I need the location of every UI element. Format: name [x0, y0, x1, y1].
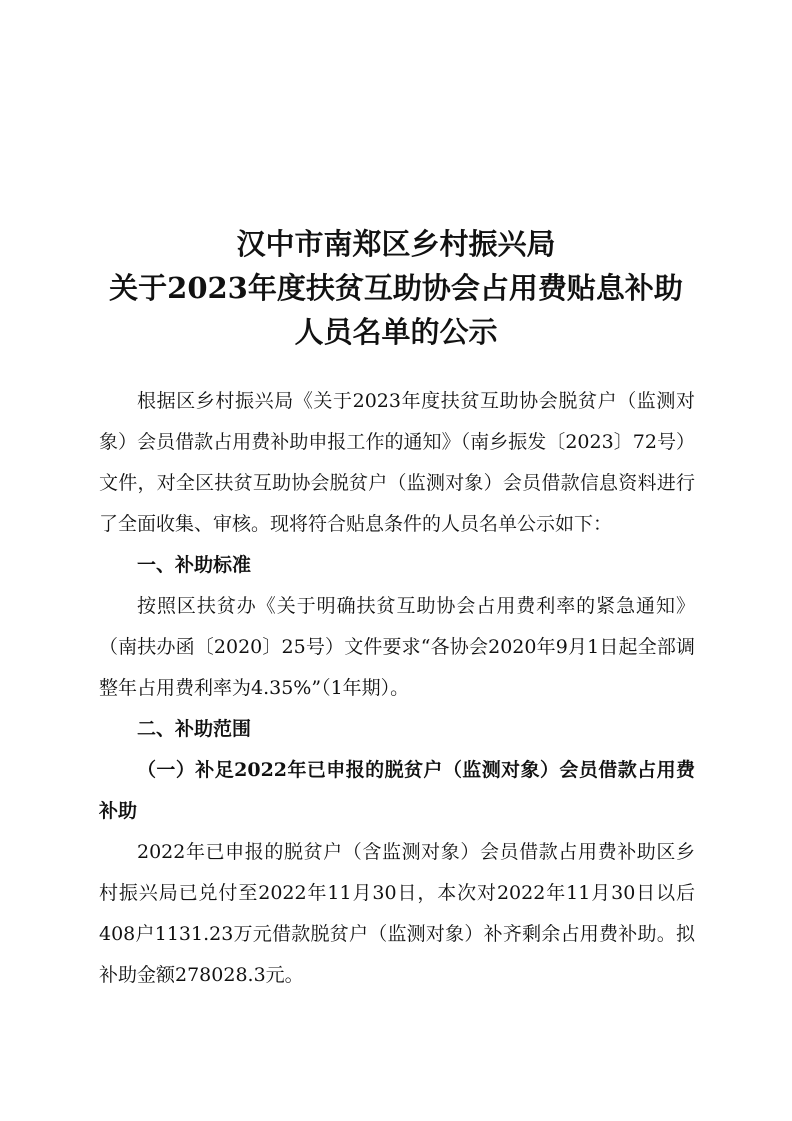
document-body: [99, 381, 695, 996]
section2-heading: 二、补助范围: [137, 718, 252, 740]
section2-paragraph: 2022年已申报的脱贫户（含监测对象）会员借款占用费补助区乡村振兴局已兑付至2022年11月30日，本次对2022年11月30日以后408户1131.23万元借款脱贫户（监测对象）补齐剩余占用费补助。拟补助金额278028.3元。: [99, 841, 695, 986]
title-line-1: 汉中市南郑区乡村振兴局: [236, 227, 556, 261]
title-line-2: 关于2023年度扶贫互助协会占用费贴息补助: [109, 271, 683, 305]
document-title: [0, 222, 792, 354]
section1-heading: 一、补助标准: [137, 554, 252, 576]
title-line-3: 人员名单的公示: [294, 315, 498, 349]
section2-subheading: （一）补足2022年已申报的脱贫户（监测对象）会员借款占用费补助: [99, 759, 695, 822]
section1-paragraph: 按照区扶贫办《关于明确扶贫互助协会占用费利率的紧急通知》（南扶办函〔2020〕25号）文件要求“各协会2020年9月1日起全部调整年占用费利率为4.35%”（1年期）。: [99, 595, 695, 699]
intro-paragraph: 根据区乡村振兴局《关于2023年度扶贫互助协会脱贫户（监测对象）会员借款占用费补助申报工作的通知》（南乡振发〔2023〕72号）文件，对全区扶贫互助协会脱贫户（监测对象）会员借款信息资料进行了全面收集、审核。现将符合贴息条件的人员名单公示如下：: [99, 390, 695, 535]
